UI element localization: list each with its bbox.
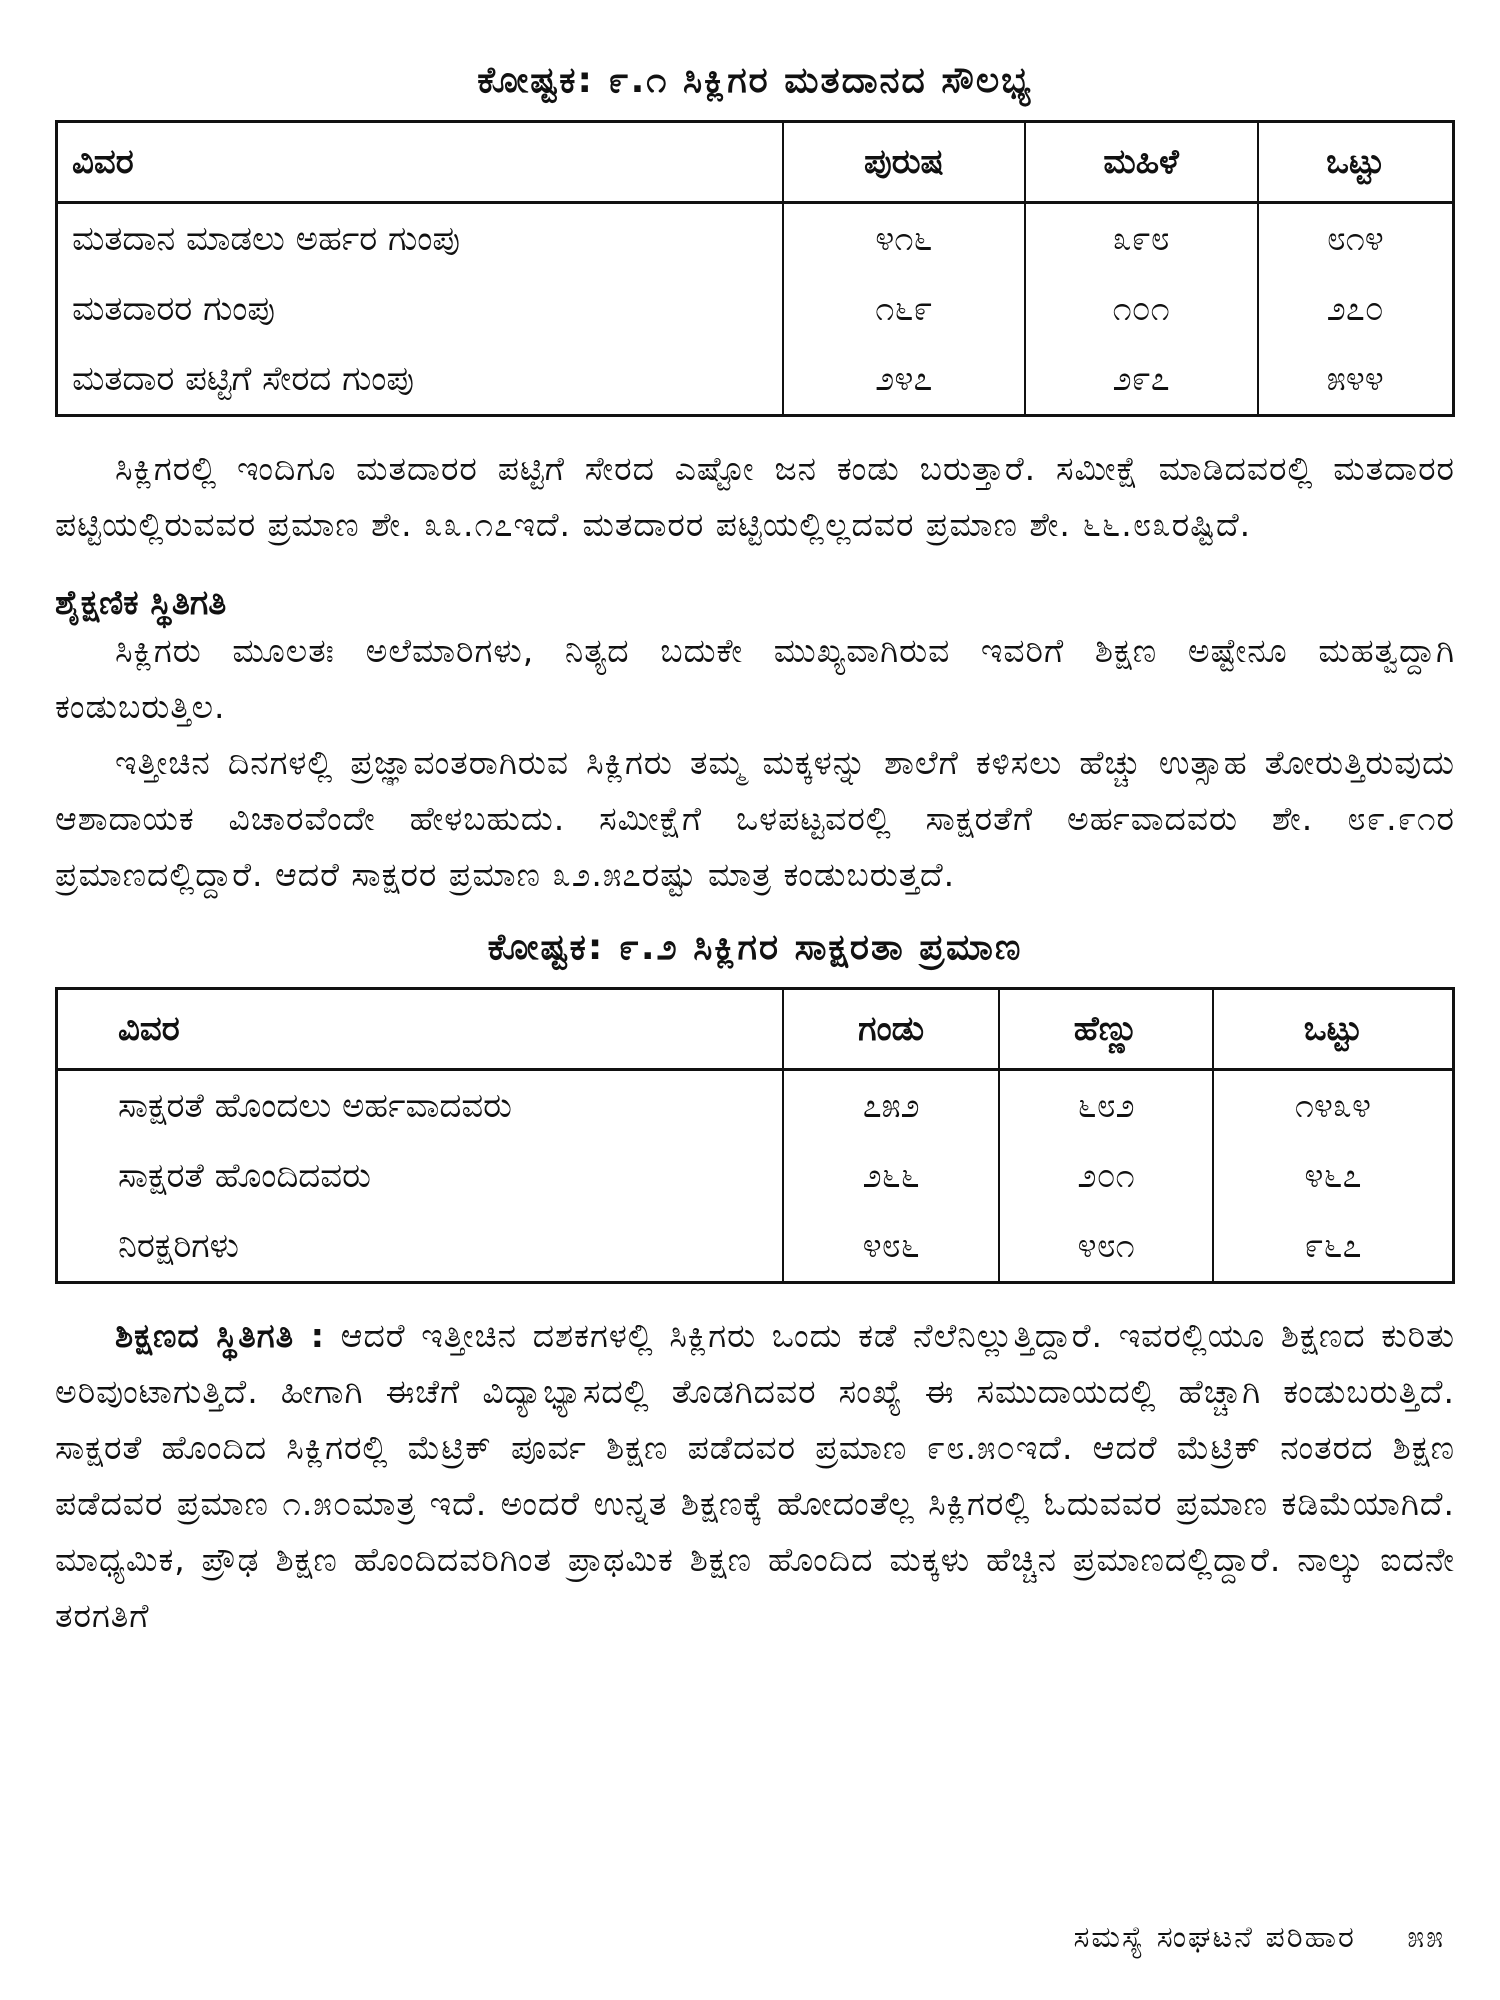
paragraph-text: ಆದರೆ ಇತ್ತೀಚಿನ ದಶಕಗಳಲ್ಲಿ ಸಿಕ್ಲಿಗರು ಒಂದು ಕಡೆ ನೆಲೆನಿಲ್ಲುತ್ತಿದ್ದಾರೆ. ಇವರಲ್ಲಿಯೂ ಶಿಕ್ಷಣದ ಕುರಿತು ಅರಿವುಂಟಾಗುತ್ತಿದೆ. ಹೀಗಾಗಿ ಈಚೆಗೆ ವಿದ್ಯಾಭ್ಯಾಸದಲ್ಲಿ ತೊಡಗಿದವರ ಸಂಖ್ಯೆ ಈ ಸಮುದಾಯದಲ್ಲಿ ಹೆಚ್ಚಾಗಿ ಕಂಡುಬರುತ್ತಿದೆ. ಸಾಕ್ಷರತೆ ಹೊಂದಿದ ಸಿಕ್ಲಿಗರಲ್ಲಿ ಮೆಟ್ರಿಕ್ ಪೂರ್ವ ಶಿಕ್ಷಣ ಪಡೆದವರ ಪ್ರಮಾಣ ೯೮.೫೦ಇದೆ. ಆದರೆ ಮೆಟ್ರಿಕ್ ನಂತರದ ಶಿಕ್ಷಣ ಪಡೆದವರ ಪ್ರಮಾಣ ೧.೫೦ಮಾತ್ರ ಇದೆ. ಅಂದರೆ ಉನ್ನತ ಶಿಕ್ಷಣಕ್ಕೆ ಹೋದಂತೆಲ್ಲ ಸಿಕ್ಲಿಗರಲ್ಲಿ ಓದುವವರ ಪ್ರಮಾಣ ಕಡಿಮೆಯಾಗಿದೆ. ಮಾಧ್ಯಮಿಕ, ಪ್ರೌಢ ಶಿಕ್ಷಣ ಹೊಂದಿದವರಿಗಿಂತ ಪ್ರಾಥಮಿಕ ಶಿಕ್ಷಣ ಹೊಂದಿದ ಮಕ್ಕಳು ಹೆಚ್ಚಿನ ಪ್ರಮಾಣದಲ್ಲಿದ್ದಾರೆ. ನಾಲ್ಕು ಐದನೇ ತರಗತಿಗೆ — [55, 1316, 1455, 1635]
col-header: ಪುರುಷ — [783, 122, 1025, 203]
cell: ೬೮೨ — [999, 1070, 1212, 1142]
col-header: ಒಟ್ಟು — [1258, 122, 1454, 203]
row-label: ಸಾಕ್ಷರತೆ ಹೊಂದಿದವರು — [118, 1156, 371, 1196]
col-header: ವಿವರ — [57, 989, 783, 1070]
table-row — [57, 1141, 1454, 1211]
row-label: ಮತದಾರ ಪಟ್ಟಿಗೆ ಸೇರದ ಗುಂಪು — [72, 359, 415, 399]
document-page — [55, 60, 1455, 1644]
cell: ೪೬೭ — [1213, 1141, 1454, 1211]
table-row — [57, 344, 1454, 416]
col-header: ಗಂಡು — [783, 989, 999, 1070]
row-label: ನಿರಕ್ಷರಿಗಳು — [118, 1226, 239, 1266]
cell: ೨೬೬ — [783, 1141, 999, 1211]
page-number: ೫೫ — [1407, 1920, 1445, 1955]
table-row — [57, 1211, 1454, 1283]
table-voting-facility — [55, 120, 1455, 417]
cell: ೪೮೬ — [783, 1211, 999, 1283]
cell: ೧೬೯ — [783, 274, 1025, 344]
table1-title: ಕೋಷ್ಟಕ: ೯.೧ ಸಿಕ್ಲಿಗರ ಮತದಾನದ ಸೌಲಭ್ಯ — [477, 60, 1033, 101]
row-label: ಮತದಾನ ಮಾಡಲು ಅರ್ಹರ ಗುಂಪು — [72, 219, 460, 259]
inline-heading: ಶಿಕ್ಷಣದ ಸ್ಥಿತಿಗತಿ : — [115, 1316, 325, 1355]
table-literacy-rate — [55, 987, 1455, 1284]
cell: ೧೪೩೪ — [1213, 1070, 1454, 1142]
col-header: ಹೆಣ್ಣು — [999, 989, 1212, 1070]
col-header: ಒಟ್ಟು — [1213, 989, 1454, 1070]
cell: ೨೦೧ — [999, 1141, 1212, 1211]
cell: ೯೬೭ — [1213, 1211, 1454, 1283]
table-header-row — [57, 122, 1454, 203]
table-row — [57, 203, 1454, 275]
paragraph-voters: ಸಿಕ್ಲಿಗರಲ್ಲಿ ಇಂದಿಗೂ ಮತದಾರರ ಪಟ್ಟಿಗೆ ಸೇರದ ಎಷ್ಟೋ ಜನ ಕಂಡು ಬರುತ್ತಾರೆ. ಸಮೀಕ್ಷೆ ಮಾಡಿದವರಲ್ಲಿ ಮತದಾರರ ಪಟ್ಟಿಯಲ್ಲಿರುವವರ ಪ್ರಮಾಣ ಶೇ. ೩೩.೧೭ಇದೆ. ಮತದಾರರ ಪಟ್ಟಿಯಲ್ಲಿಲ್ಲದವರ ಪ್ರಮಾಣ ಶೇ. ೬೬.೮೩ರಷ್ಟಿದೆ. — [55, 449, 1455, 544]
paragraph-education-status — [55, 1308, 1455, 1644]
cell: ೩೯೮ — [1025, 203, 1258, 275]
table2-title: ಕೋಷ್ಟಕ: ೯.೨ ಸಿಕ್ಲಿಗರ ಸಾಕ್ಷರತಾ ಪ್ರಮಾಣ — [487, 927, 1023, 968]
cell: ೮೧೪ — [1258, 203, 1454, 275]
section-heading: ಶೈಕ್ಷಣಿಕ ಸ್ಥಿತಿಗತಿ — [55, 583, 227, 623]
cell: ೪೮೧ — [999, 1211, 1212, 1283]
col-header: ವಿವರ — [57, 122, 783, 203]
cell: ೨೭೦ — [1258, 274, 1454, 344]
cell: ೭೫೨ — [783, 1070, 999, 1142]
paragraph-education-intro: ಸಿಕ್ಲಿಗರು ಮೂಲತಃ ಅಲೆಮಾರಿಗಳು, ನಿತ್ಯದ ಬದುಕೇ ಮುಖ್ಯವಾಗಿರುವ ಇವರಿಗೆ ಶಿಕ್ಷಣ ಅಷ್ಟೇನೂ ಮಹತ್ವದ್ದಾಗಿ ಕಂಡುಬರುತ್ತಿಲ. — [55, 631, 1455, 726]
cell: ೪೧೬ — [783, 203, 1025, 275]
table-row — [57, 274, 1454, 344]
cell: ೧೦೧ — [1025, 274, 1258, 344]
row-label: ಸಾಕ್ಷರತೆ ಹೊಂದಲು ಅರ್ಹವಾದವರು — [118, 1086, 512, 1126]
cell: ೨೪೭ — [783, 344, 1025, 416]
page-footer — [1034, 1920, 1446, 1955]
row-label: ಮತದಾರರ ಗುಂಪು — [72, 289, 276, 329]
cell: ೫೪೪ — [1258, 344, 1454, 416]
cell: ೨೯೭ — [1025, 344, 1258, 416]
table-row — [57, 1070, 1454, 1142]
book-title: ಸಮಸ್ಯೆ ಸಂಘಟನೆ ಪರಿಹಾರ — [1073, 1920, 1356, 1955]
table-header-row — [57, 989, 1454, 1070]
col-header: ಮಹಿಳೆ — [1025, 122, 1258, 203]
paragraph-literacy: ಇತ್ತೀಚಿನ ದಿನಗಳಲ್ಲಿ ಪ್ರಜ್ಞಾವಂತರಾಗಿರುವ ಸಿಕ್ಲಿಗರು ತಮ್ಮ ಮಕ್ಕಳನ್ನು ಶಾಲೆಗೆ ಕಳಿಸಲು ಹೆಚ್ಚು ಉತ್ಸಾಹ ತೋರುತ್ತಿರುವುದು ಆಶಾದಾಯಕ ವಿಚಾರವೆಂದೇ ಹೇಳಬಹುದು. ಸಮೀಕ್ಷೆಗೆ ಒಳಪಟ್ಟವರಲ್ಲಿ ಸಾಕ್ಷರತೆಗೆ ಅರ್ಹವಾದವರು ಶೇ. ೮೯.೯೧ರ ಪ್ರಮಾಣದಲ್ಲಿದ್ದಾರೆ. ಆದರೆ ಸಾಕ್ಷರರ ಪ್ರಮಾಣ ೩೨.೫೭ರಷ್ಟು ಮಾತ್ರ ಕಂಡುಬರುತ್ತದೆ. — [55, 743, 1455, 894]
